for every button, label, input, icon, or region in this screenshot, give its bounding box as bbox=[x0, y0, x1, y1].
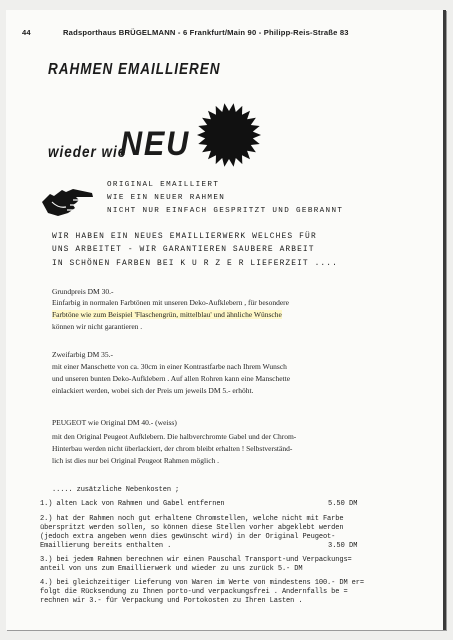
extras-item-1-price: 5.50 DM bbox=[328, 500, 358, 508]
intro-line-3: NICHT NUR EINFACH GESPRITZT UND GEBRANNT bbox=[107, 207, 344, 215]
starburst-icon bbox=[196, 102, 262, 168]
statement-line-1: WIR HABEN EIN NEUES EMAILLIERWERK WELCHES FÜR bbox=[52, 232, 317, 241]
grundpreis-heading: Grundpreis DM 30.- bbox=[52, 287, 114, 296]
extras-item-4: folgt die Rücksendung zu Ihnen porto-und verpackungsfrei . Andernfalls be = bbox=[40, 588, 348, 596]
extras-item-4: 4.) bei gleichzeitiger Lieferung von Waren im Werte von mindestens 100.- DM er= bbox=[40, 579, 364, 587]
page-number: 44 bbox=[22, 28, 31, 37]
extras-item-3: anteil von uns zum Emaillierwerk und wieder zu uns zurück 5.- DM bbox=[40, 565, 303, 573]
grundpreis-line: können wir nicht garantieren . bbox=[52, 322, 143, 331]
intro-line-2: WIE EIN NEUER RAHMEN bbox=[107, 194, 226, 202]
extras-heading: ..... zusätzliche Nebenkosten ; bbox=[52, 486, 180, 494]
peugeot-line: lich ist dies nur bei Original Peugeot Rahmen möglich . bbox=[52, 456, 220, 465]
page-title: RAHMEN EMAILLIEREN bbox=[48, 60, 221, 78]
statement-line-3: IN SCHÖNEN FARBEN BEI K U R Z E R LIEFERZEIT .... bbox=[52, 259, 338, 268]
extras-item-2: 2.) hat der Rahmen noch gut erhaltene Chromstellen, welche nicht mit Farbe bbox=[40, 515, 344, 523]
headline-neu: NEU bbox=[120, 125, 191, 163]
zweifarbig-line: mit einer Manschette von ca. 30cm in einer Kontrastfarbe nach Ihrem Wunsch bbox=[52, 362, 287, 371]
peugeot-line: mit den Original Peugeot Aufklebern. Die halbverchromte Gabel und der Chrom- bbox=[52, 432, 297, 441]
zweifarbig-line: einlackiert werden, wobei sich der Preis um jeweils DM 5.- erhöht. bbox=[52, 386, 254, 395]
grundpreis-line: Einfarbig in normalen Farbtönen mit unseren Deko-Aufklebern , für besondere bbox=[52, 298, 290, 307]
extras-item-2: überspritzt werden sollen, so können diese Stellen vorher abgeklebt werden bbox=[40, 524, 344, 532]
intro-line-1: ORIGINAL EMAILLIERT bbox=[107, 181, 220, 189]
peugeot-heading: PEUGEOT wie Original DM 40.- (weiss) bbox=[52, 418, 177, 427]
zweifarbig-line: und unseren bunten Deko-Aufklebern . Auf allen Rohren kann eine Manschette bbox=[52, 374, 291, 383]
pointing-hand-icon bbox=[40, 180, 95, 222]
extras-item-3: 3.) bei jedem Rahmen berechnen wir einen Pauschal Transport-und Verpackungs= bbox=[40, 556, 352, 564]
extras-item-2: Emaillierung bereits enthalten . bbox=[40, 542, 172, 550]
header-address: Radsporthaus BRÜGELMANN - 6 Frankfurt/Main 90 - Philipp-Reis-Straße 83 bbox=[63, 28, 349, 37]
extras-item-1: 1.) alten Lack von Rahmen und Gabel entfernen bbox=[40, 500, 225, 508]
statement-line-2: UNS ARBEITET - WIR GARANTIEREN SAUBERE ARBEIT bbox=[52, 245, 315, 254]
peugeot-line: Hinterbau werden nicht überlackiert, der chrom bleibt erhalten ! Selbstverständ- bbox=[52, 444, 293, 453]
extras-item-4: rechnen wir 3.- für Verpackung und Portokosten zu Ihren Lasten . bbox=[40, 597, 303, 605]
extras-item-2: (jedoch extra angeben wenn dies gewünscht wird) in der Original Peugeot- bbox=[40, 533, 336, 541]
grundpreis-line: Farbtöne wie zum Beispiel 'Flaschengrün, mittelblau' und ähnliche Wünsche bbox=[52, 310, 282, 319]
extras-item-2-price: 3.50 DM bbox=[328, 542, 358, 550]
zweifarbig-heading: Zweifarbig DM 35.- bbox=[52, 350, 114, 359]
headline-tagline: wieder wie bbox=[48, 143, 127, 161]
